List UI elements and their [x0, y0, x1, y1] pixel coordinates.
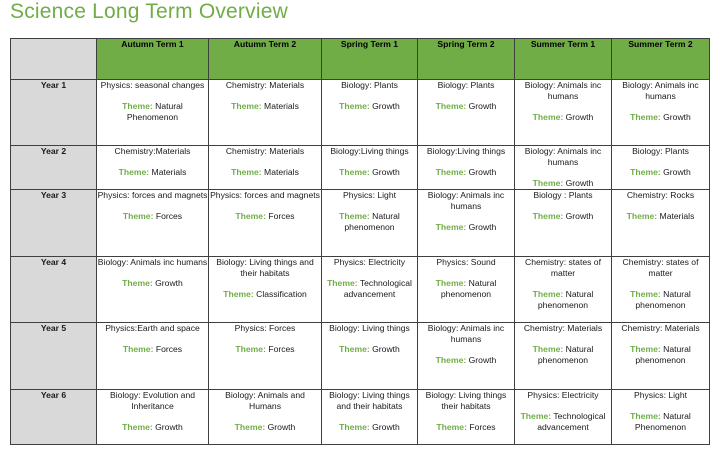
table-row: [11, 390, 710, 445]
overview-cell: [209, 80, 322, 146]
subject-text: Biology: Living things and their habitats: [216, 257, 314, 278]
page-title: Science Long Term Overview: [10, 0, 288, 23]
theme-label: Theme:: [630, 112, 661, 122]
subject-text: Biology:Living things: [426, 146, 506, 156]
theme-value: Growth: [663, 167, 691, 177]
theme-label: Theme:: [339, 344, 370, 354]
overview-table: [10, 38, 710, 445]
theme-value: Natural Phenomenon: [634, 411, 691, 432]
subject-text: Physics: forces and magnets: [97, 190, 208, 200]
term-header-6: Summer Term 2: [612, 39, 710, 80]
subject-text: Biology: Animals inc humans: [97, 257, 208, 267]
theme-line: [515, 411, 611, 433]
overview-cell: [612, 323, 710, 390]
subject-text: Biology: Animals inc humans: [427, 190, 505, 211]
theme-line: [209, 211, 321, 222]
theme-value: Natural Phenomenon: [126, 101, 183, 122]
theme-line: [612, 167, 709, 178]
theme-label: Theme:: [435, 278, 467, 288]
theme-label: Theme:: [532, 289, 564, 299]
theme-label: Theme:: [235, 344, 266, 354]
theme-label: Theme:: [520, 411, 552, 421]
theme-line: [97, 344, 208, 355]
subject-text: Chemistry: Rocks: [626, 190, 695, 200]
subject-text: Chemistry: states of matter: [622, 257, 699, 278]
theme-value: Forces: [268, 344, 295, 354]
subject-text: Biology: Plants: [437, 80, 495, 90]
table-row: [11, 146, 710, 190]
theme-value: Forces: [155, 211, 183, 221]
overview-cell: [322, 190, 418, 257]
subject-text: Physics: Light: [342, 190, 397, 200]
year-label: Year 1: [11, 80, 97, 146]
overview-cell: [612, 390, 710, 445]
overview-cell: [97, 390, 209, 445]
theme-line: [97, 422, 208, 433]
header-row: [11, 39, 710, 80]
theme-label: Theme:: [630, 411, 661, 421]
theme-value: Growth: [468, 167, 497, 177]
theme-line: [97, 278, 208, 289]
overview-cell: [515, 323, 612, 390]
overview-cell: [418, 80, 515, 146]
theme-label: Theme:: [436, 422, 467, 432]
theme-line: [209, 344, 321, 355]
theme-value: Growth: [468, 101, 497, 111]
theme-label: Theme:: [231, 167, 262, 177]
subject-text: Physics: Electricity: [333, 257, 406, 267]
theme-label: Theme:: [122, 211, 154, 221]
theme-label: Theme:: [435, 222, 467, 232]
theme-label: Theme:: [630, 289, 661, 299]
overview-cell: [515, 80, 612, 146]
theme-line: [209, 101, 321, 112]
theme-value: Forces: [268, 211, 295, 221]
table-row: [11, 257, 710, 323]
year-label: Year 4: [11, 257, 97, 323]
overview-cell: [209, 190, 322, 257]
theme-label: Theme:: [532, 211, 564, 221]
theme-value: Forces: [155, 344, 183, 354]
theme-label: Theme:: [339, 167, 370, 177]
corner-cell: [11, 39, 97, 80]
theme-value: Forces: [469, 422, 496, 432]
overview-cell: [322, 146, 418, 190]
theme-line: [515, 178, 611, 189]
theme-label: Theme:: [435, 101, 467, 111]
theme-value: Natural phenomenon: [440, 278, 497, 299]
theme-label: Theme:: [223, 289, 254, 299]
theme-line: [322, 278, 417, 300]
subject-text: Biology: Plants: [632, 146, 689, 156]
theme-line: [612, 289, 709, 311]
theme-line: [209, 422, 321, 433]
theme-value: Classification: [256, 289, 307, 299]
theme-value: Technological advancement: [343, 278, 412, 299]
overview-cell: [209, 146, 322, 190]
subject-text: Physics: forces and magnets: [210, 190, 320, 200]
theme-value: Materials: [264, 167, 299, 177]
theme-line: [322, 101, 417, 112]
year-label: Year 5: [11, 323, 97, 390]
overview-cell: [209, 323, 322, 390]
theme-label: Theme:: [235, 211, 266, 221]
subject-text: Biology: Animals inc humans: [622, 80, 699, 101]
overview-cell: [97, 80, 209, 146]
theme-line: [322, 344, 417, 355]
overview-cell: [418, 257, 515, 323]
table-row: [11, 323, 710, 390]
theme-value: Natural phenomenon: [635, 344, 691, 365]
theme-label: Theme:: [630, 167, 661, 177]
subject-text: Biology: Animals inc humans: [427, 323, 505, 344]
theme-value: Growth: [267, 422, 296, 432]
overview-cell: [612, 146, 710, 190]
overview-cell: [418, 390, 515, 445]
theme-label: Theme:: [532, 344, 564, 354]
overview-cell: [209, 390, 322, 445]
subject-text: Biology: Animals inc humans: [524, 80, 602, 101]
theme-value: Growth: [565, 112, 594, 122]
overview-cell: [418, 146, 515, 190]
theme-label: Theme:: [532, 112, 564, 122]
overview-cell: [612, 190, 710, 257]
year-label: Year 3: [11, 190, 97, 257]
subject-text: Chemistry:Materials: [114, 146, 191, 156]
subject-text: Physics: Sound: [436, 257, 496, 267]
term-header-5: Summer Term 1: [515, 39, 612, 80]
year-label: Year 6: [11, 390, 97, 445]
overview-cell: [97, 190, 209, 257]
subject-text: Biology: Living things and their habitats: [329, 390, 410, 411]
theme-value: Growth: [468, 355, 497, 365]
subject-text: Biology : Plants: [533, 190, 593, 200]
theme-line: [515, 211, 611, 222]
theme-line: [97, 211, 208, 222]
theme-label: Theme:: [122, 278, 153, 288]
theme-value: Growth: [155, 422, 183, 432]
overview-cell: [209, 257, 322, 323]
theme-value: Materials: [659, 211, 695, 221]
term-header-3: Spring Term 1: [322, 39, 418, 80]
theme-value: Growth: [663, 112, 691, 122]
overview-cell: [418, 323, 515, 390]
theme-value: Growth: [155, 278, 183, 288]
theme-line: [418, 278, 514, 300]
theme-label: Theme:: [234, 422, 266, 432]
theme-line: [209, 289, 321, 300]
overview-cell: [322, 257, 418, 323]
theme-label: Theme:: [626, 211, 658, 221]
theme-value: Natural phenomenon: [537, 289, 594, 310]
subject-text: Biology: Living things their habitats: [425, 390, 507, 411]
subject-text: Physics:Earth and space: [105, 323, 200, 333]
overview-cell: [612, 257, 710, 323]
table-row: [11, 80, 710, 146]
overview-cell: [322, 390, 418, 445]
theme-value: Materials: [264, 101, 299, 111]
theme-label: Theme:: [339, 211, 370, 221]
theme-label: Theme:: [435, 355, 467, 365]
theme-line: [612, 411, 709, 433]
theme-label: Theme:: [327, 278, 358, 288]
theme-value: Technological advancement: [537, 411, 606, 432]
table-row: [11, 190, 710, 257]
overview-cell: [97, 257, 209, 323]
theme-value: Growth: [565, 211, 594, 221]
overview-cell: [97, 323, 209, 390]
year-label: Year 2: [11, 146, 97, 190]
overview-cell: [322, 323, 418, 390]
theme-line: [612, 344, 709, 366]
theme-line: [612, 211, 709, 222]
theme-value: Growth: [372, 101, 400, 111]
subject-text: Biology:Living things: [330, 146, 409, 156]
theme-line: [418, 222, 514, 233]
subject-text: Biology: Animals inc humans: [524, 146, 602, 167]
subject-text: Physics: Electricity: [527, 390, 599, 400]
theme-line: [418, 101, 514, 112]
theme-value: Growth: [468, 222, 497, 232]
subject-text: Biology: Evolution and Inheritance: [109, 390, 196, 411]
theme-line: [515, 112, 611, 123]
theme-value: Growth: [372, 344, 400, 354]
subject-text: Physics: Light: [633, 390, 688, 400]
overview-cell: [322, 80, 418, 146]
theme-label: Theme:: [532, 178, 564, 188]
theme-line: [418, 355, 514, 366]
theme-label: Theme:: [122, 344, 154, 354]
subject-text: Chemistry: states of matter: [525, 257, 601, 278]
theme-value: Materials: [151, 167, 187, 177]
theme-label: Theme:: [118, 167, 150, 177]
overview-cell: [97, 146, 209, 190]
theme-value: Natural phenomenon: [344, 211, 400, 232]
overview-cell: [515, 257, 612, 323]
subject-text: Biology: Animals and Humans: [225, 390, 305, 411]
term-header-2: Autumn Term 2: [209, 39, 322, 80]
overview-cell: [515, 190, 612, 257]
overview-cell: [515, 146, 612, 190]
theme-line: [515, 289, 611, 311]
theme-value: Growth: [372, 422, 400, 432]
theme-value: Natural phenomenon: [635, 289, 691, 310]
theme-line: [418, 422, 514, 433]
theme-label: Theme:: [122, 101, 153, 111]
theme-line: [209, 167, 321, 178]
theme-label: Theme:: [339, 422, 370, 432]
table-body: [11, 80, 710, 445]
theme-value: Growth: [565, 178, 594, 188]
theme-line: [515, 344, 611, 366]
theme-line: [418, 167, 514, 178]
subject-text: Chemistry: Materials: [621, 323, 700, 333]
term-header-4: Spring Term 2: [418, 39, 515, 80]
theme-label: Theme:: [630, 344, 661, 354]
subject-text: Physics: seasonal changes: [100, 80, 205, 90]
subject-text: Chemistry: Materials: [225, 146, 305, 156]
subject-text: Chemistry: Materials: [523, 323, 603, 333]
theme-value: Growth: [372, 167, 400, 177]
theme-line: [322, 167, 417, 178]
subject-text: Physics: Forces: [234, 323, 296, 333]
subject-text: Biology: Plants: [341, 80, 398, 90]
theme-line: [97, 167, 208, 178]
overview-cell: [612, 80, 710, 146]
theme-line: [322, 211, 417, 233]
theme-label: Theme:: [339, 101, 370, 111]
theme-label: Theme:: [435, 167, 467, 177]
overview-cell: [418, 190, 515, 257]
overview-cell: [515, 390, 612, 445]
theme-label: Theme:: [122, 422, 153, 432]
theme-value: Natural phenomenon: [537, 344, 594, 365]
theme-line: [612, 112, 709, 123]
theme-line: [97, 101, 208, 123]
theme-line: [322, 422, 417, 433]
theme-label: Theme:: [231, 101, 262, 111]
subject-text: Biology: Living things: [329, 323, 410, 333]
subject-text: Chemistry: Materials: [225, 80, 305, 90]
term-header-1: Autumn Term 1: [97, 39, 209, 80]
